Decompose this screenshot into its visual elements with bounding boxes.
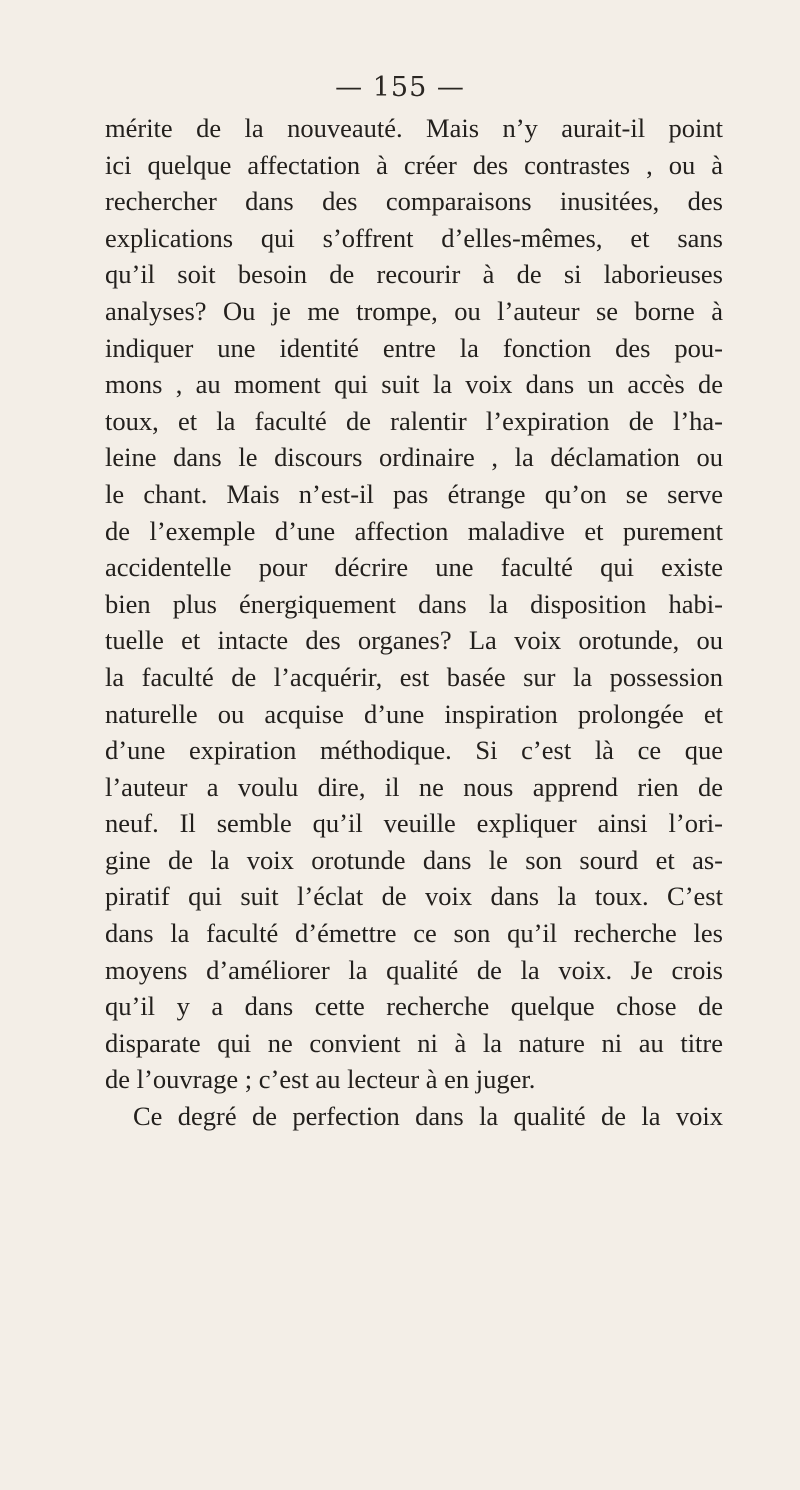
text-line: qu’il y a dans cette recherche quelque chose de	[105, 991, 723, 1022]
text-line: qu’il soit besoin de recourir à de si laborieuses	[105, 259, 723, 290]
page-number: — 155 —	[335, 72, 465, 103]
text-line: moyens d’améliorer la qualité de la voix. Je crois	[105, 954, 723, 985]
text-line: analyses? Ou je me trompe, ou l’auteur se borne à	[105, 295, 723, 326]
text-line: piratif qui suit l’éclat de voix dans la toux. C’est	[105, 881, 723, 912]
body-text	[105, 110, 723, 1135]
text-line: gine de la voix orotunde dans le son sourd et as-	[105, 844, 723, 875]
text-line: disparate qui ne convient ni à la nature ni au titre	[105, 1027, 723, 1058]
text-line: accidentelle pour décrire une faculté qui existe	[105, 552, 723, 583]
text-line: leine dans le discours ordinaire , la déclamation ou	[105, 442, 723, 473]
text-line: indiquer une identité entre la fonction des pou-	[105, 332, 723, 363]
text-line: Ce degré de perfection dans la qualité de la voix	[133, 1101, 723, 1132]
text-line: la faculté de l’acquérir, est basée sur la possession	[105, 661, 723, 692]
text-line: neuf. Il semble qu’il veuille expliquer ainsi l’ori-	[105, 808, 723, 839]
text-line: l’auteur a voulu dire, il ne nous apprend rien de	[105, 771, 723, 802]
text-line: toux, et la faculté de ralentir l’expiration de l’ha-	[105, 405, 723, 436]
text-line: tuelle et intacte des organes? La voix orotunde, ou	[105, 625, 723, 656]
text-line: d’une expiration méthodique. Si c’est là ce que	[105, 735, 723, 766]
text-line: le chant. Mais n’est-il pas étrange qu’on se serve	[105, 478, 723, 509]
text-line: mérite de la nouveauté. Mais n’y aurait-il point	[105, 113, 723, 143]
text-line: de l’exemple d’une affection maladive et purement	[105, 515, 723, 546]
text-line: dans la faculté d’émettre ce son qu’il recherche les	[105, 918, 723, 949]
text-line: bien plus énergiquement dans la disposition habi-	[105, 588, 723, 619]
text-line: rechercher dans des comparaisons inusitées, des	[105, 186, 723, 217]
text-line: naturelle ou acquise d’une inspiration prolongée et	[105, 698, 723, 729]
text-line: mons , au moment qui suit la voix dans un accès de	[105, 369, 723, 400]
text-line: de l’ouvrage ; c’est au lecteur à en juger.	[105, 1064, 536, 1095]
text-line: ici quelque affectation à créer des contrastes , ou à	[105, 149, 723, 180]
text-line: explications qui s’offrent d’elles-mêmes, et sans	[105, 222, 723, 253]
